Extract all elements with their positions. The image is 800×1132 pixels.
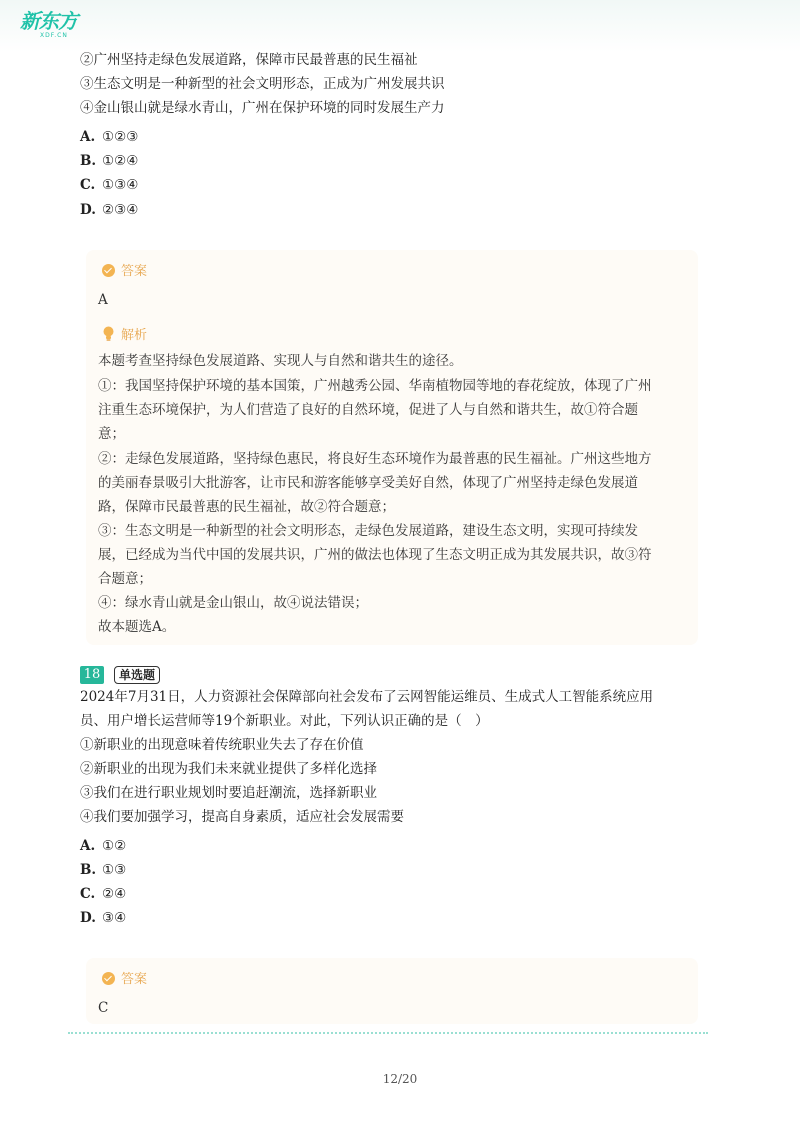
header-band (0, 0, 800, 52)
q18-stem-line: 员、用户增长运营师等19个新职业。对此，下列认识正确的是（ ） (80, 713, 489, 729)
analysis-line: 故本题选A。 (98, 619, 176, 635)
q17-option-a[interactable]: A. ①②③ (80, 129, 139, 145)
q18-stem-line: 2024年7月31日，人力资源社会保障部向社会发布了云网智能运维员、生成式人工智能系统应用 (80, 689, 654, 705)
analysis-heading: 解析 (102, 326, 147, 344)
q17-stem-line: ④金山银山就是绿水青山，广州在保护环境的同时发展生产力 (80, 100, 445, 116)
q18-answer-value: C (98, 1000, 109, 1016)
q17-option-c[interactable]: C. ①③④ (80, 177, 139, 193)
analysis-line: 本题考查坚持绿色发展道路、实现人与自然和谐共生的途径。 (98, 353, 463, 369)
analysis-line: 展，已经成为当代中国的发展共识，广州的做法也体现了生态文明正成为其发展共识，故③符 (98, 547, 652, 563)
q18-option-c[interactable]: C. ②④ (80, 886, 127, 902)
brand-logo (20, 10, 77, 39)
check-circle-icon (102, 264, 115, 277)
analysis-line: 的美丽春景吸引大批游客，让市民和游客能够享受美好自然，体现了广州坚持走绿色发展道 (98, 475, 638, 491)
lightbulb-icon (102, 326, 115, 341)
analysis-line: ③：生态文明是一种新型的社会文明形态，走绿色发展道路，建设生态文明，实现可持续发 (98, 523, 638, 539)
q17-stem-line: ②广州坚持走绿色发展道路，保障市民最普惠的民生福祉 (80, 52, 418, 68)
q18-stem-line: ②新职业的出现为我们未来就业提供了多样化选择 (80, 761, 377, 777)
q18-stem-line: ①新职业的出现意味着传统职业失去了存在价值 (80, 737, 364, 753)
analysis-line: ②：走绿色发展道路，坚持绿色惠民，将良好生态环境作为最普惠的民生福祉。广州这些地方 (98, 451, 652, 467)
q18-option-b[interactable]: B. ①③ (80, 862, 127, 878)
answer-heading: 答案 (102, 264, 147, 280)
analysis-line: 意； (98, 426, 125, 442)
answer-heading: 答案 (102, 972, 147, 988)
page-number: 12/20 (382, 1072, 418, 1086)
q18-option-a[interactable]: A. ①② (80, 838, 127, 854)
q17-option-d[interactable]: D. ②③④ (80, 202, 139, 218)
q18-stem-line: ③我们在进行职业规划时要追赶潮流，选择新职业 (80, 785, 377, 801)
q17-option-b[interactable]: B. ①②④ (80, 153, 139, 169)
q18-stem-line: ④我们要加强学习，提高自身素质，适应社会发展需要 (80, 809, 404, 825)
analysis-line: 路，保障市民最普惠的民生福祉，故②符合题意； (98, 499, 395, 515)
q17-stem-line: ③生态文明是一种新型的社会文明形态，正成为广州发展共识 (80, 76, 445, 92)
analysis-line: ①：我国坚持保护环境的基本国策，广州越秀公园、华南植物园等地的春花绽放，体现了广州 (98, 378, 652, 394)
analysis-line: ④：绿水青山就是金山银山，故④说法错误； (98, 595, 368, 611)
analysis-line: 注重生态环境保护，为人们营造了良好的自然环境，促进了人与自然和谐共生，故①符合题 (98, 402, 638, 418)
logo-text: 新东方 (20, 9, 77, 33)
logo-sub: XDF.CN (40, 32, 68, 39)
q18-option-d[interactable]: D. ③④ (80, 910, 127, 926)
question-type-badge: 单选题 (114, 666, 160, 684)
question-number-badge: 18 (80, 666, 104, 684)
page-divider (68, 1032, 708, 1034)
q17-answer-value: A (98, 292, 108, 308)
q18-answer-panel (86, 958, 698, 1024)
analysis-line: 合题意； (98, 571, 152, 587)
q17-answer-panel (86, 250, 698, 645)
check-circle-icon (102, 972, 115, 985)
